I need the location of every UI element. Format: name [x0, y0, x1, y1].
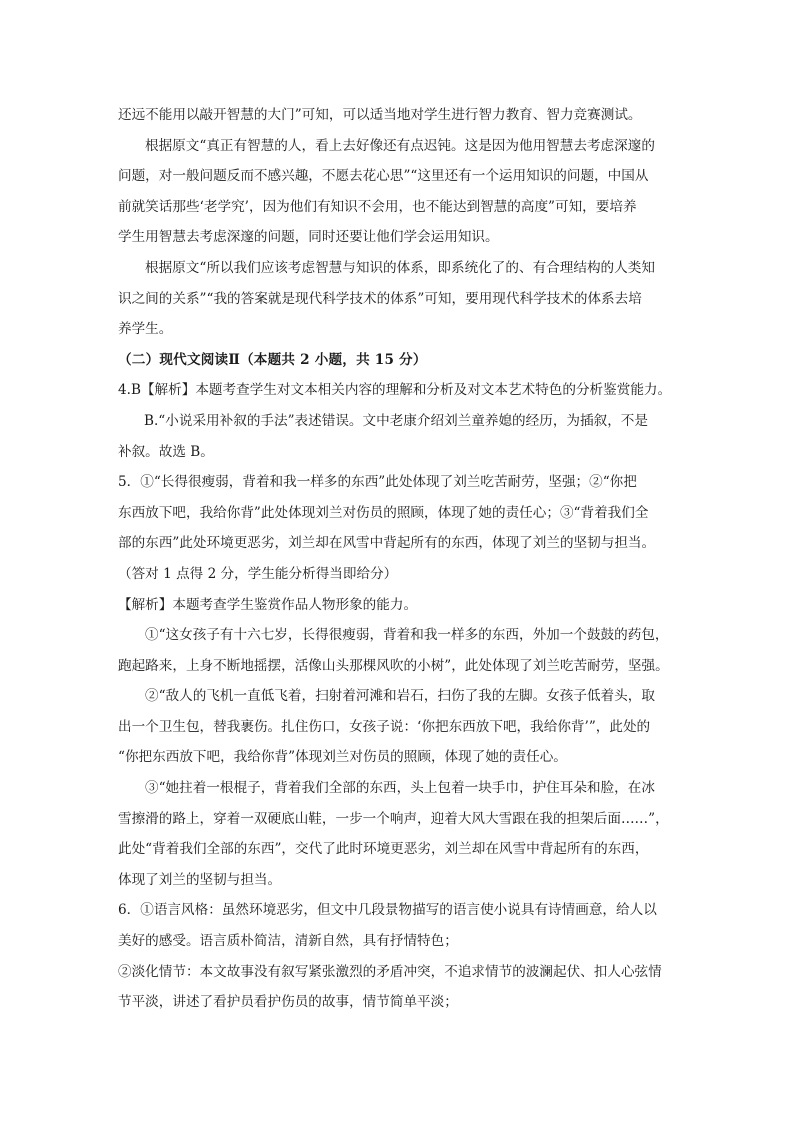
text-line: 还远不能用以敲开智慧的大门”可知，可以适当地对学生进行智力教育、智力竞赛测试。	[118, 107, 642, 123]
text-line: 体现了刘兰的坚韧与担当。	[118, 871, 282, 888]
question-6-answer: 6．①语言风格：虽然环境恶劣，但文中几段景物描写的语言使小说具有诗情画意，给人以	[118, 902, 657, 919]
text-line: 养学生。	[118, 321, 173, 338]
text-line: 雪擦滑的路上，穿着一双硬底山鞋，一步一个响声，迎着大风大雪跟在我的担架后面……”，	[118, 810, 669, 827]
text-line: ②淡化情节：本文故事没有叙写紧张激烈的矛盾冲突，不追求情节的波澜起伏、扣人心弦情	[118, 963, 662, 980]
text-line: 部的东西”此处环境更恶劣，刘兰却在风雪中背起所有的东西，体现了刘兰的坚韧与担当。	[118, 535, 656, 552]
scoring-note: （答对 1 点得 2 分，学生能分析得当即给分）	[118, 565, 398, 582]
text-line: 东西放下吧，我给你背”此处体现刘兰对伤员的照顾，体现了她的责任心；③“背着我们全	[118, 504, 649, 521]
text-line: ①“这女孩子有十六七岁，长得很瘦弱，背着和我一样多的东西，外加一个鼓鼓的药包，	[145, 627, 669, 644]
text-line: ③“她拄着一根棍子，背着我们全部的东西，头上包着一块手巾，护住耳朵和脸，在冰	[145, 780, 655, 797]
text-line: 根据原文“真正有智慧的人，看上去好像还有点迟钝。这是因为他用智慧去考虑深邃的	[145, 137, 655, 154]
text-line: 此处“背着我们全部的东西”，交代了此时环境更恶劣，刘兰却在风雪中背起所有的东西，	[118, 841, 649, 858]
text-line: 问题，对一般问题反而不感兴趣，不愿去花心思”“这里还有一个运用知识的问题，中国从	[118, 168, 649, 185]
section-heading: （二）现代文阅读Ⅱ（本题共 2 小题，共 15 分）	[118, 351, 427, 368]
text-line: 节平淡，讲述了看护员看护伤员的故事，情节简单平淡；	[118, 994, 458, 1011]
text-line: 出一个卫生包，替我裹伤。扎住伤口，女孩子说：‘你把东西放下吧，我给你背’”，此处的	[118, 718, 651, 735]
text-line: 识之间的关系”“我的答案就是现代科学技术的体系”可知，要用现代科学技术的体系去培	[118, 290, 642, 307]
text-line: B.“小说采用补叙的手法”表述错误。文中老康介绍刘兰童养媳的经历，为插叙，不是	[144, 412, 648, 429]
text-line: “你把东西放下吧，我给你背”体现刘兰对伤员的照顾，体现了她的责任心。	[118, 749, 567, 766]
text-line: 前就笑话那些‘老学究’，因为他们有知识不会用，也不能达到智慧的高度”可知，要培养	[118, 198, 637, 215]
text-line: 根据原文“所以我们应该考虑智慧与知识的体系，即系统化了的、有合理结构的人类知	[145, 259, 655, 276]
question-5-answer: 5．①“长得很瘦弱，背着和我一样多的东西”此处体现了刘兰吃苦耐劳，坚强；②“你把	[118, 474, 637, 491]
question-4-answer: 4.B【解析】本题考查学生对文本相关内容的理解和分析及对文本艺术特色的分析鉴赏能力。	[118, 382, 672, 399]
text-line: 美好的感受。语言质朴简洁，清新自然，具有抒情特色；	[118, 933, 458, 950]
text-line: 补叙。故选 B。	[118, 443, 214, 460]
text-line: 学生用智慧去考虑深邃的问题，同时还要让他们学会运用知识。	[118, 229, 499, 246]
text-line: ②“敌人的飞机一直低飞着，扫射着河滩和岩石，扫伤了我的左脚。女孩子低着头，取	[145, 688, 655, 705]
analysis-label: 【解析】本题考查学生鉴赏作品人物形象的能力。	[118, 596, 418, 613]
text-line: 跑起路来，上身不断地摇摆，活像山头那棵风吹的小树”，此处体现了刘兰吃苦耐劳，坚强。	[118, 657, 669, 674]
